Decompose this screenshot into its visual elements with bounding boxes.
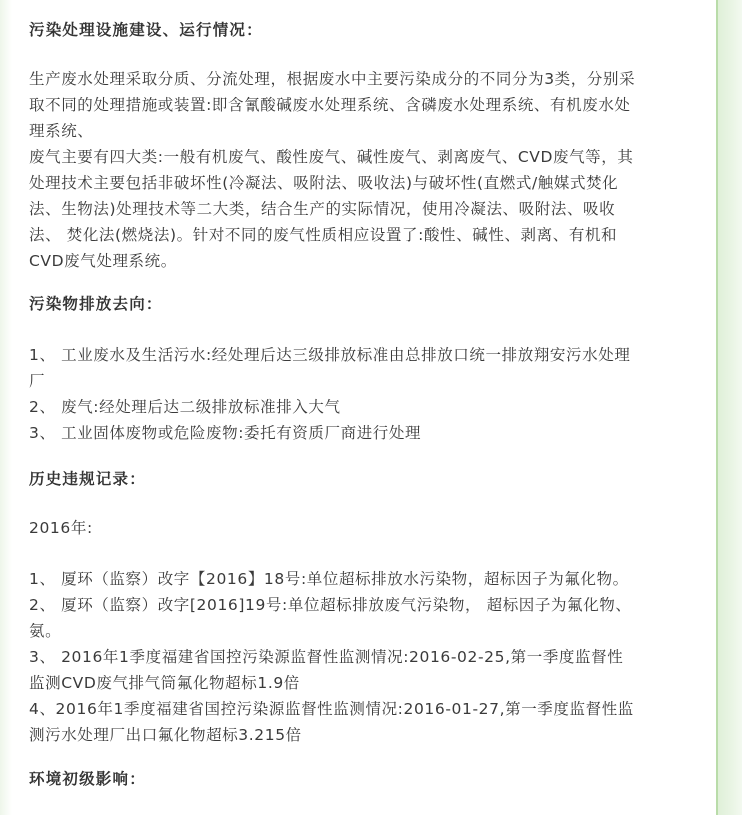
violations-list <box>29 566 711 748</box>
list-item-line: 氨。 <box>29 622 62 640</box>
heading-discharge: 污染物排放去向： <box>29 295 163 313</box>
heading-facilities: 污染处理设施建设、运行情况： <box>29 21 263 39</box>
right-decorative-border <box>716 0 742 815</box>
list-item-line: 1、 工业废水及生活污水:经处理后达三级排放标准由总排放口统一排放翔安污水处理 <box>29 346 631 364</box>
discharge-list <box>29 342 711 446</box>
text-line: 生产废水处理采取分质、分流处理，根据废水中主要污染成分的不同分为3类，分别采 <box>29 70 636 88</box>
text-line: 处理技术主要包括非破坏性(冷凝法、吸附法、吸收法)与破坏性(直燃式/触媒式焚化 <box>29 174 619 192</box>
text-line: 取不同的处理措施或装置:即含氰酸碱废水处理系统、含磷废水处理系统、有机废水处 <box>29 96 631 114</box>
text-line: 法、生物法)处理技术等二大类，结合生产的实际情况，使用冷凝法、吸附法、吸收 <box>29 200 616 218</box>
paragraph-exhaust <box>29 144 711 274</box>
list-item-line: 4、2016年1季度福建省国控污染源监督性监测情况:2016-01-27,第一季度监督性监 <box>29 700 634 718</box>
text-line: CVD废气处理系统。 <box>29 252 177 270</box>
text-line: 法、 焚化法(燃烧法)。针对不同的废气性质相应设置了:酸性、碱性、剥离、有机和 <box>29 226 618 244</box>
list-item-line: 2、 废气:经处理后达二级排放标准排入大气 <box>29 398 341 416</box>
paragraph-wastewater <box>29 66 711 144</box>
heading-violations: 历史违规记录： <box>29 470 146 488</box>
list-item-line: 监测CVD废气排气筒氟化物超标1.9倍 <box>29 674 300 692</box>
list-item-line: 厂 <box>29 372 46 390</box>
left-edge-shade <box>0 0 12 815</box>
list-item-line: 3、 2016年1季度福建省国控污染源监督性监测情况:2016-02-25,第一季度监督性 <box>29 648 624 666</box>
list-item-line: 2、 厦环（监察）改字[2016]19号:单位超标排放废气污染物， 超标因子为氟化物、 <box>29 596 632 614</box>
violations-year <box>29 515 711 541</box>
heading-impact: 环境初级影响： <box>29 770 146 788</box>
year-label: 2016年: <box>29 519 93 537</box>
list-item-line: 3、 工业固体废物或危险废物:委托有资质厂商进行处理 <box>29 424 422 442</box>
text-line: 理系统、 <box>29 122 94 140</box>
list-item-line: 测污水处理厂出口氟化物超标3.215倍 <box>29 726 302 744</box>
text-line: 废气主要有四大类:一般有机废气、酸性废气、碱性废气、剥离废气、CVD废气等，其 <box>29 148 634 166</box>
list-item-line: 1、 厦环（监察）改字【2016】18号:单位超标排放水污染物，超标因子为氟化物。 <box>29 570 629 588</box>
